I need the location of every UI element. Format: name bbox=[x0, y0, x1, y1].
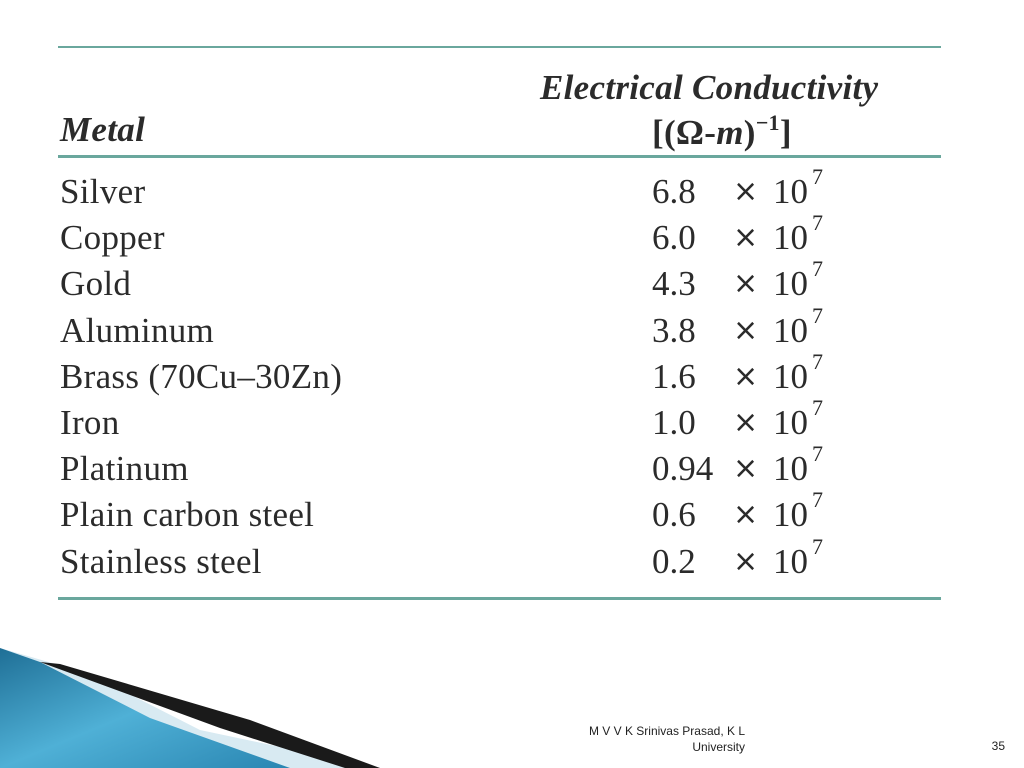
table-row bbox=[0, 210, 1024, 264]
power-exponent: 7 bbox=[812, 349, 823, 374]
table-row bbox=[0, 349, 1024, 403]
times-sign: × bbox=[733, 359, 759, 394]
table-row bbox=[0, 534, 1024, 588]
metal-name: Platinum bbox=[60, 449, 189, 488]
unit-m: m bbox=[716, 113, 744, 152]
times-sign: × bbox=[733, 220, 759, 255]
times-sign: × bbox=[733, 405, 759, 440]
conductivity-coefficient: 6.0 bbox=[652, 218, 696, 257]
power-exponent: 7 bbox=[812, 487, 823, 512]
unit-open: [(Ω- bbox=[652, 113, 717, 152]
metal-name: Plain carbon steel bbox=[60, 495, 315, 534]
conductivity-coefficient: 0.6 bbox=[652, 495, 696, 534]
times-sign: × bbox=[733, 497, 759, 532]
power-exponent: 7 bbox=[812, 441, 823, 466]
metal-name: Copper bbox=[60, 218, 165, 257]
power-exponent: 7 bbox=[812, 164, 823, 189]
table-header-rule bbox=[58, 155, 941, 158]
footer-author-line1: M V V K Srinivas Prasad, K L bbox=[588, 724, 745, 738]
times-sign: × bbox=[733, 174, 759, 209]
metal-name: Iron bbox=[60, 403, 120, 442]
times-sign: × bbox=[733, 544, 759, 579]
times-sign: × bbox=[733, 266, 759, 301]
header-metal: Metal bbox=[60, 110, 146, 149]
header-conductivity-unit bbox=[652, 110, 792, 153]
metal-name: Stainless steel bbox=[60, 542, 262, 581]
conductivity-coefficient: 1.6 bbox=[652, 357, 696, 396]
footer-author bbox=[540, 723, 745, 755]
power-base: 10 bbox=[773, 357, 808, 396]
table-bottom-rule bbox=[58, 597, 941, 600]
power-exponent: 7 bbox=[812, 303, 823, 328]
unit-close: ) bbox=[743, 113, 756, 152]
times-sign: × bbox=[733, 451, 759, 486]
page-number: 35 bbox=[991, 739, 1005, 753]
conductivity-coefficient: 0.94 bbox=[652, 449, 714, 488]
metal-name: Silver bbox=[60, 172, 146, 211]
power-base: 10 bbox=[773, 311, 808, 350]
table-top-rule bbox=[58, 46, 941, 48]
power-base: 10 bbox=[773, 449, 808, 488]
power-exponent: 7 bbox=[812, 256, 823, 281]
footer-author-line2: University bbox=[692, 740, 745, 754]
metal-name: Brass (70Cu–30Zn) bbox=[60, 357, 343, 396]
power-base: 10 bbox=[773, 218, 808, 257]
conductivity-coefficient: 0.2 bbox=[652, 542, 696, 581]
times-sign: × bbox=[733, 313, 759, 348]
table-row bbox=[0, 164, 1024, 218]
conductivity-coefficient: 3.8 bbox=[652, 311, 696, 350]
corner-decoration bbox=[0, 640, 520, 768]
header-conductivity: Electrical Conductivity bbox=[540, 68, 879, 107]
power-base: 10 bbox=[773, 403, 808, 442]
power-base: 10 bbox=[773, 495, 808, 534]
table-row bbox=[0, 441, 1024, 495]
metal-name: Gold bbox=[60, 264, 132, 303]
power-base: 10 bbox=[773, 542, 808, 581]
table-row bbox=[0, 395, 1024, 449]
table-row bbox=[0, 256, 1024, 310]
table-row bbox=[0, 487, 1024, 541]
power-base: 10 bbox=[773, 172, 808, 211]
power-exponent: 7 bbox=[812, 395, 823, 420]
unit-exp: −1 bbox=[755, 110, 780, 135]
conductivity-coefficient: 1.0 bbox=[652, 403, 696, 442]
conductivity-coefficient: 6.8 bbox=[652, 172, 696, 211]
power-exponent: 7 bbox=[812, 210, 823, 235]
power-exponent: 7 bbox=[812, 534, 823, 559]
power-base: 10 bbox=[773, 264, 808, 303]
metal-name: Aluminum bbox=[60, 311, 215, 350]
conductivity-coefficient: 4.3 bbox=[652, 264, 696, 303]
unit-end: ] bbox=[779, 113, 792, 152]
table-row bbox=[0, 303, 1024, 357]
